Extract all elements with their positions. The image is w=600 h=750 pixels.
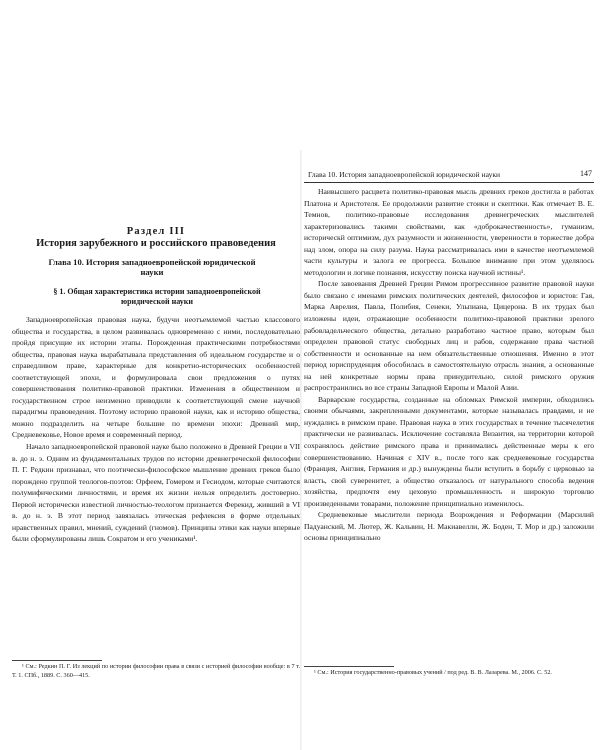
running-head-title: Глава 10. История западноевропейской юридической науки xyxy=(308,170,501,179)
page-number: 147 xyxy=(580,169,592,178)
footnote-rule xyxy=(12,660,102,661)
footnote: ¹ См.: История государственно-правовых учений / под ред. В. В. Лазарева. М., 2006. С. 52. xyxy=(314,669,552,676)
chapter-title: Глава 10. История западноевропейской юридической науки xyxy=(48,257,256,277)
subsection-title: § 1. Общая характеристика истории западноевропейской юридической науки xyxy=(53,287,261,306)
footnote: ¹ См.: Редкин П. Г. Из лекций по истории философии права в связи с историей философии вообще: в 7 т. Т. 1. СПб., 1889. С. 360—415. xyxy=(12,663,300,679)
paragraph: Варварские государства, созданные на обломках Римской империи, обходились своими обычаями, закрепленными документами, которые называлась правдами, и не нуждались в римском праве. Правовая наука в этих государствах в течение тысячелетия практически не развивалась. Исключение составляла Византия, на территории которой сохранялось действие римского права и принимались действенные меры к его совершенствованию. Начиная с XIV в., после того как средневековые государства (Франция, Англия, Германия и др.) вынуждены были вступить в борьбу с церковью за власть, свой суверенитет, а общество отказалось от натурального способа ведения хозяйства, предпочтя ему цеховую промышленность и широкую торговлю произведенными товарами, положение принципиально изменилось. xyxy=(304,394,594,508)
running-head xyxy=(304,168,594,183)
paragraph: Западноевропейская правовая наука, будучи неотъемлемой частью классового общества и государства, в целом развивалась одновременно с ними, последовательно пройдя присущие их истории этапы. Порожденная практическими потребностями общества, правовая наука вырабатывала представления об идеальном государстве и о справедливом праве, характерные для конкретно-исторических особенностей соответствующей эпохи, и формулировала свои предложения о путях совершенствования политико-правовой практики. Изменения в общественном и государственном строе неизменно приводили к соответствующей смене научной парадигмы правоведения. Поэтому историю правовой науки, как и историю общества, можно подразделить на четыре большие по времени эпохи: Древний мир, Средневековье, Новое время и современный период. xyxy=(12,315,300,440)
right-body-text xyxy=(304,186,594,544)
book-gutter xyxy=(300,150,302,750)
right-page xyxy=(304,0,594,750)
paragraph: Начало западноевропейской правовой науке было положено в Древней Греции в VII в. до н. э. Одним из фундаментальных трудов по истории древнегреческой философии П. Г. Редкин признавал, что поэтически-философское мышление древних греков было порождено группой теологов-поэтов: Орфеем, Гомером и Гесиодом, которые считаются полумифическими личностями, и время их жизни нельзя определить достоверно. Первой исторически известной личностью-теологом признается Ферекид, живший в VI в. до н. э. В этот период завязалась этическая рефлексия в форме отдельных нравственных правил, мнений, суждений (гномов). Принципы этики как науки впервые были сформулированы лишь Сократом и его учениками¹. xyxy=(12,442,300,544)
paragraph: Наивысшего расцвета политико-правовая мысль древних греков достигла в работах Платона и Аристотеля. Ее продолжили развитие стоики и скептики. Как отмечает В. Е. Темнов, политико-правовые исследования древнегреческих мыслителей характеризовались такими свойствами, как «доброкачественность», гуманизм, историческй оптимизм, дух разумности и жизненности, уверенности в торжестве добра над злом, опора на силу разума. Наука рассматривалась ими в качестве неотъемлемой части культуры и залога ее прогресса. Большое внимание при этом уделялось методологии и логике познания, искусству поиска научной истины¹. xyxy=(304,187,594,277)
section-title: Раздел III xyxy=(126,226,186,237)
paragraph: После завоевания Древней Греции Римом прогрессивное развитие правовой науки было связано с именами римских политических деятелей, философов и юристов: Гая, Марка Аврелия, Павла, Полибия, Сенеки, Ульпиана, Цицерона. В их трудах был изложены идеи, отражающие особенности политико-правовой практики зрелого рабовладельческого общества, детально разработано частное право, которым был определен правовой статус свободных лиц и рабов, содержание права частной собственности и основанные на нем обязательственные отношения. Именно в этот период юриспруденция обособилась в самостоятельную отрасль знания, а основанные на ней конкретные нормы права принудительно, силой римского оружия распространились во все страны Западной Европы и Малой Азии. xyxy=(304,279,594,393)
section-subtitle: История зарубежного и российского правоведения xyxy=(36,238,276,249)
left-body-text xyxy=(12,314,300,545)
footnote-rule xyxy=(304,666,394,667)
left-page xyxy=(12,0,300,750)
paragraph: Средневековые мыслители периода Возрождения и Реформации (Марсилий Падуанский, М. Лютер, Ж. Кальвин, Н. Макиавелли, Ж. Боден, Т. Мор и др.) заложили основы принципиально xyxy=(304,510,594,543)
